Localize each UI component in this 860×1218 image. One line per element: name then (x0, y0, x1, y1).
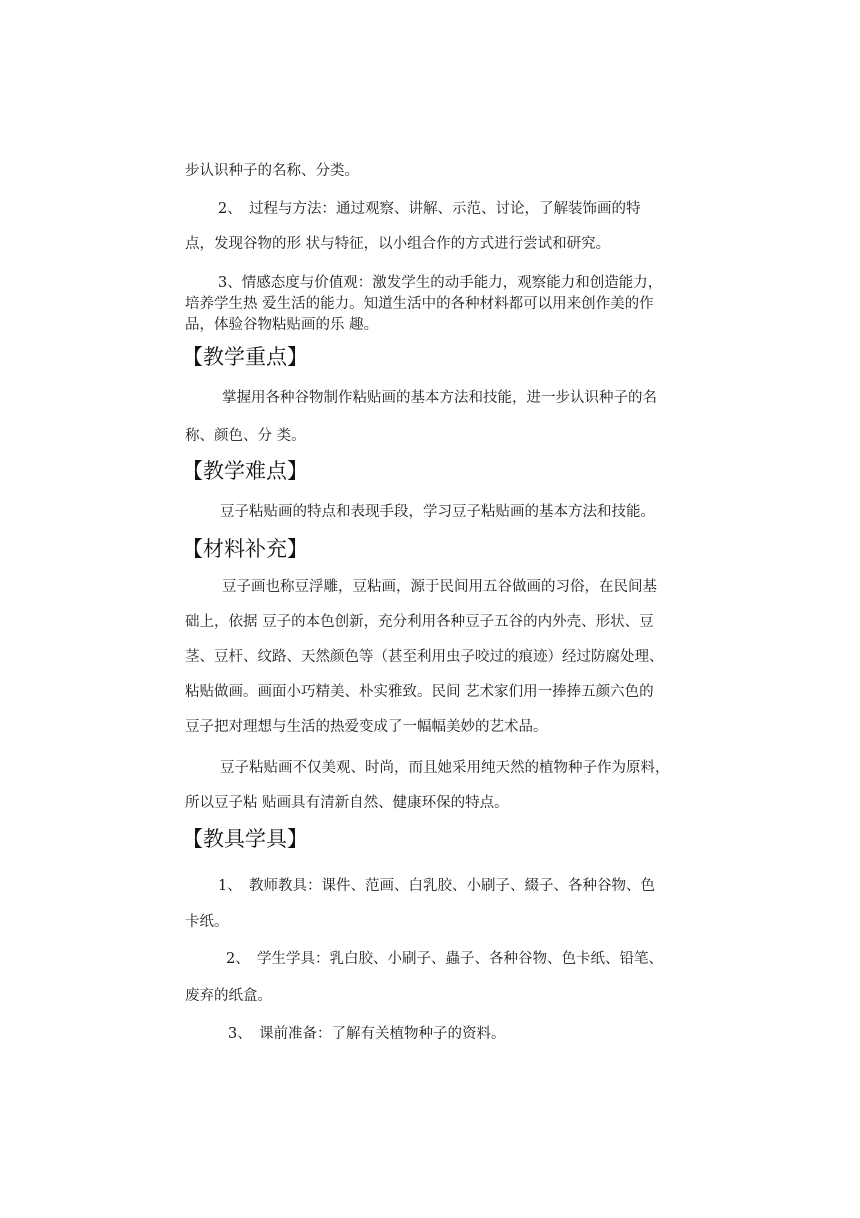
goal-emotion-line1: 3、情感态度与价值观：激发学生的动手能力，观察能力和创造能力， (218, 275, 663, 291)
materials-p1-line1: 豆子画也称豆浮雕，豆粘画，源于民间用五谷做画的习俗，在民间基 (222, 579, 657, 595)
intro-tail-text: 步认识种子的名称、分类。 (185, 163, 359, 179)
heading-difficulties: 【教学难点】 (182, 459, 308, 483)
materials-p2-line1: 豆子粘贴画不仅美观、时尚，而且她采用纯天然的植物种子作为原料， (220, 760, 670, 776)
goal-emotion-line3: 品，体验谷物粘贴画的乐 趣。 (185, 317, 379, 333)
materials-p1-line4: 粘贴做画。画面小巧精美、朴实雅致。民间 艺术家们用一捧捧五颜六色的 (185, 684, 654, 700)
tools-item3-line1: 3、 课前准备：了解有关植物种子的资料。 (228, 1026, 506, 1042)
key-points-line2: 称、颜色、分 类。 (185, 428, 306, 444)
materials-p2-line2: 所以豆子粘 贴画具有清新自然、健康环保的特点。 (185, 795, 509, 811)
goal-process-line2: 点，发现谷物的形 状与特征，以小组合作的方式进行尝试和研究。 (185, 236, 611, 252)
heading-key-points: 【教学重点】 (182, 345, 308, 369)
heading-materials: 【材料补充】 (182, 537, 308, 561)
tools-item1-line2: 卡纸。 (185, 914, 229, 930)
materials-p1-line2: 础上，依据 豆子的本色创新，充分利用各种豆子五谷的内外壳、形状、豆 (185, 614, 654, 630)
key-points-line1: 掌握用各种谷物制作粘贴画的基本方法和技能，进一步认识种子的名 (222, 390, 657, 406)
tools-item2-line1: 2、 学生学具：乳白胶、小刷子、蟲子、各种谷物、色卡纸、铅笔、 (226, 951, 663, 967)
materials-p1-line3: 茎、豆杆、纹路、天然颜色等（甚至利用虫子咬过的痕迹）经过防腐处理、 (185, 649, 664, 665)
difficulties-line1: 豆子粘贴画的特点和表现手段，学习豆子粘贴画的基本方法和技能。 (220, 504, 655, 520)
goal-emotion-line2: 培养学生热 爱生活的能力。知道生活中的各种材料都可以用来创作美的作 (185, 296, 654, 312)
tools-item2-line2: 废弃的纸盒。 (185, 988, 272, 1004)
heading-tools: 【教具学具】 (182, 827, 308, 851)
goal-process-line1: 2、 过程与方法：通过观察、讲解、示范、讨论，了解装饰画的特 (218, 201, 641, 217)
tools-item1-line1: 1、 教师教具：课件、范画、白乳胶、小刷子、綴子、各种谷物、色 (218, 878, 655, 894)
materials-p1-line5: 豆子把对理想与生活的热爱变成了一幅幅美妙的艺术品。 (185, 719, 548, 735)
